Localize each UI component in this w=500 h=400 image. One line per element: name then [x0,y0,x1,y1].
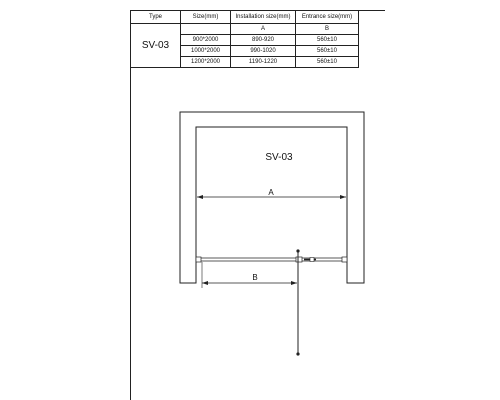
row-installation: 1190-1220 [231,57,296,68]
row-entrance: 560±10 [296,46,359,57]
subheader-b: B [296,24,359,35]
row-installation: 990-1020 [231,46,296,57]
header-size: Size(mm) [181,11,231,24]
dimension-a-label: A [268,188,274,197]
row-installation: 890-920 [231,35,296,46]
dimension-a [197,188,346,199]
row-size: 1200*2000 [181,57,231,68]
door-leaf-open [296,249,299,355]
row-entrance: 560±10 [296,57,359,68]
header-installation-size: Installation size(mm) [231,11,296,24]
header-type: Type [131,11,181,24]
row-size: 900*2000 [181,35,231,46]
dimension-b [202,273,297,285]
wall-outline [180,112,364,283]
door-rail [196,257,347,262]
dimension-b-label: B [252,273,258,282]
row-entrance: 560±10 [296,35,359,46]
header-entrance-size: Entrance size(mm) [296,11,359,24]
row-size: 1000*2000 [181,46,231,57]
subheader-a: A [231,24,296,35]
model-label: SV-03 [265,152,293,163]
type-cell: SV-03 [131,24,181,68]
